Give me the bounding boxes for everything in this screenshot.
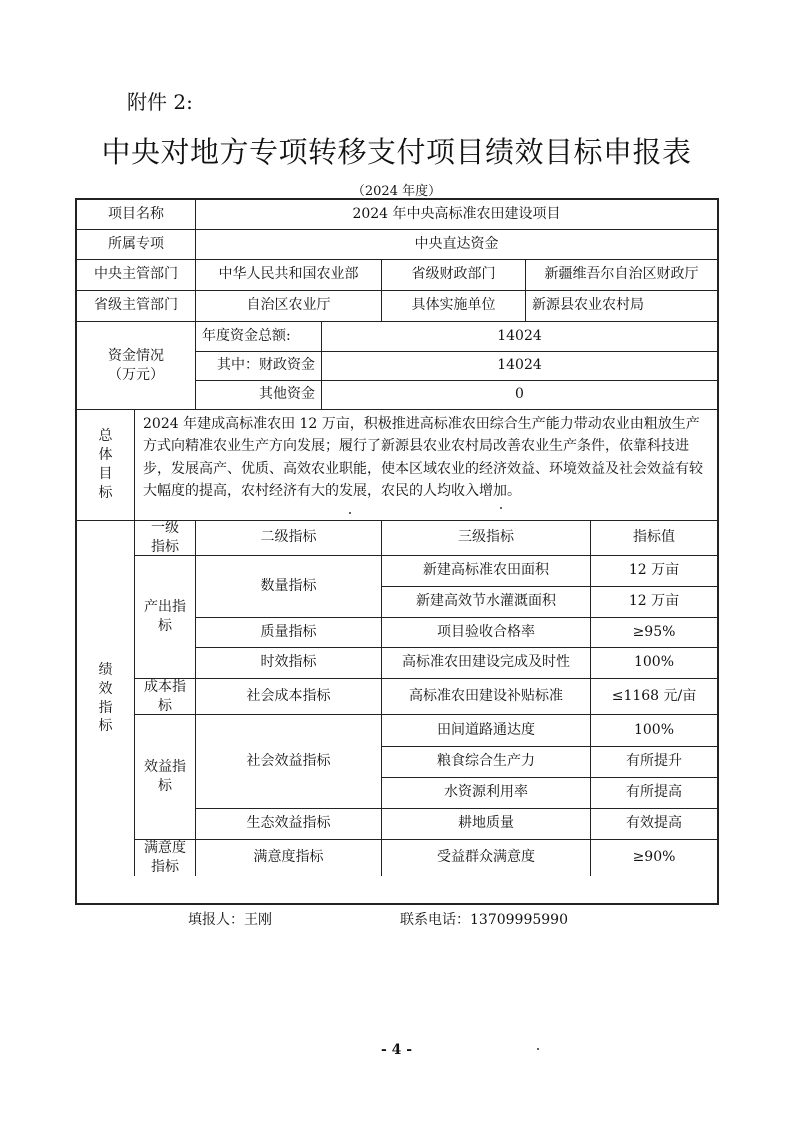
satisfaction-label [135,840,196,876]
special-label: 所属专项 [77,230,196,260]
satisfaction-label-line2: 指标 [151,859,179,875]
benefit-label [135,715,196,840]
scan-speck [349,512,351,514]
output-label-line2: 标 [158,618,172,634]
cost-label [135,679,196,715]
impl-unit-value: 新源县农业农村局 [526,291,717,322]
goal-text: 2024 年建成高标准农田 12 万亩，积极推进高标准农田综合生产能力带动农业由粗放生产方式向精准农业生产方向发展；履行了新源县农业农村局改善农业生产条件，依靠科技进步，发展高产、优质、高效农业职能，使本区域农业的经济效益、环境效益及社会效益有较大幅度的提高，农村经济有大的发展，农民的人均收入增加。 [135,410,717,521]
satisfaction-indicator: 满意度指标 [196,840,382,876]
prov-finance-value: 新疆维吾尔自治区财政厅 [526,260,717,291]
funds-total-value: 14024 [322,322,717,352]
funds-other-value: 0 [322,381,717,410]
table-row-name: 粮食综合生产力 [382,747,591,778]
table-row-value: 100% [591,715,717,747]
scan-speck [537,1048,539,1050]
prov-dept-value: 自治区农业厅 [196,291,382,322]
central-dept-value: 中华人民共和国农业部 [196,260,382,291]
table-row-name: 耕地质量 [382,809,591,840]
performance-label-char: 指 [98,699,113,716]
performance-label [77,521,135,876]
impl-unit-label: 具体实施单位 [382,291,526,322]
page-number: - 4 - [380,1042,413,1058]
table-row-value: 有所提高 [591,778,717,809]
quality-indicator: 质量指标 [196,618,382,648]
performance-label-char: 标 [98,718,113,735]
table-row-value: ≥90% [632,849,676,866]
satisfaction-label-line1: 满意度 [144,840,186,857]
year-label: （2024 年度） [351,184,442,199]
goal-label-char: 体 [98,447,113,464]
table-row-name: 高标准农田建设补贴标准 [382,679,591,715]
goal-label-char: 目 [98,466,113,482]
scan-speck [500,507,502,509]
filler-label: 填报人：王刚 [188,912,272,928]
social-benefit-indicator: 社会效益指标 [196,715,382,809]
header-level1 [135,521,196,556]
goal-label [77,410,135,521]
table-row-name: 高标准农田建设完成及时性 [382,648,591,679]
prov-finance-label: 省级财政部门 [382,260,526,291]
social-cost-indicator: 社会成本指标 [196,679,382,715]
funds-total-label: 年度资金总额: [196,322,322,352]
table-row-value: 12 万亩 [591,556,717,587]
cost-label-line2: 标 [158,697,172,714]
table-row-name: 水资源利用率 [382,778,591,809]
timeliness-indicator: 时效指标 [196,648,382,679]
page-title: 中央对地方专项转移支付项目绩效目标申报表 [101,135,692,169]
goal-label-char: 总 [98,428,113,445]
funds-label-line2: （万元） [108,366,164,383]
header-level1-line2: 指标 [151,539,179,555]
phone-label: 联系电话：13709995990 [400,912,568,928]
prov-dept-label: 省级主管部门 [77,291,196,322]
table-row-value: 12 万亩 [591,587,717,618]
table-row-value: 有所提升 [591,747,717,778]
funds-finance-label: 其中：财政资金 [196,352,322,381]
table-row-name: 田间道路通达度 [382,715,591,747]
attachment-label: 附件 2: [127,90,193,114]
cost-label-line1: 成本指 [144,679,186,695]
project-name-label: 项目名称 [77,200,196,230]
table-row-name: 受益群众满意度 [382,840,591,876]
output-label-line1: 产出指 [144,599,186,616]
performance-label-char: 效 [98,680,113,697]
funds-finance-value: 14024 [322,352,717,381]
table-row-name: 项目验收合格率 [382,618,591,648]
header-level2: 二级指标 [196,521,382,556]
project-name-value: 2024 年中央高标准农田建设项目 [196,200,717,230]
benefit-label-line1: 效益指 [144,759,186,776]
funds-label [77,322,196,410]
quantity-indicator: 数量指标 [196,556,382,618]
performance-table [75,198,719,905]
special-value: 中央直达资金 [196,230,717,260]
output-label [135,556,196,679]
table-row-value: 100% [591,648,717,679]
header-level3: 三级指标 [382,521,591,556]
table-row-value: ≤1168 元/亩 [591,679,717,715]
goal-label-char: 标 [98,484,113,501]
ecological-benefit-indicator: 生态效益指标 [196,809,382,840]
funds-other-label: 其他资金 [196,381,322,410]
performance-label-char: 绩 [98,661,113,678]
table-row-name: 新建高效节水灌溉面积 [382,587,591,618]
header-level1-line1: 一级 [151,521,179,537]
central-dept-label: 中央主管部门 [77,260,196,291]
table-row-value: 有效提高 [591,809,717,840]
table-row-value: ≥95% [591,618,717,648]
funds-label-line1: 资金情况 [108,347,164,364]
benefit-label-line2: 标 [158,778,172,794]
header-value: 指标值 [591,521,717,556]
table-row-name: 新建高标准农田面积 [382,556,591,587]
